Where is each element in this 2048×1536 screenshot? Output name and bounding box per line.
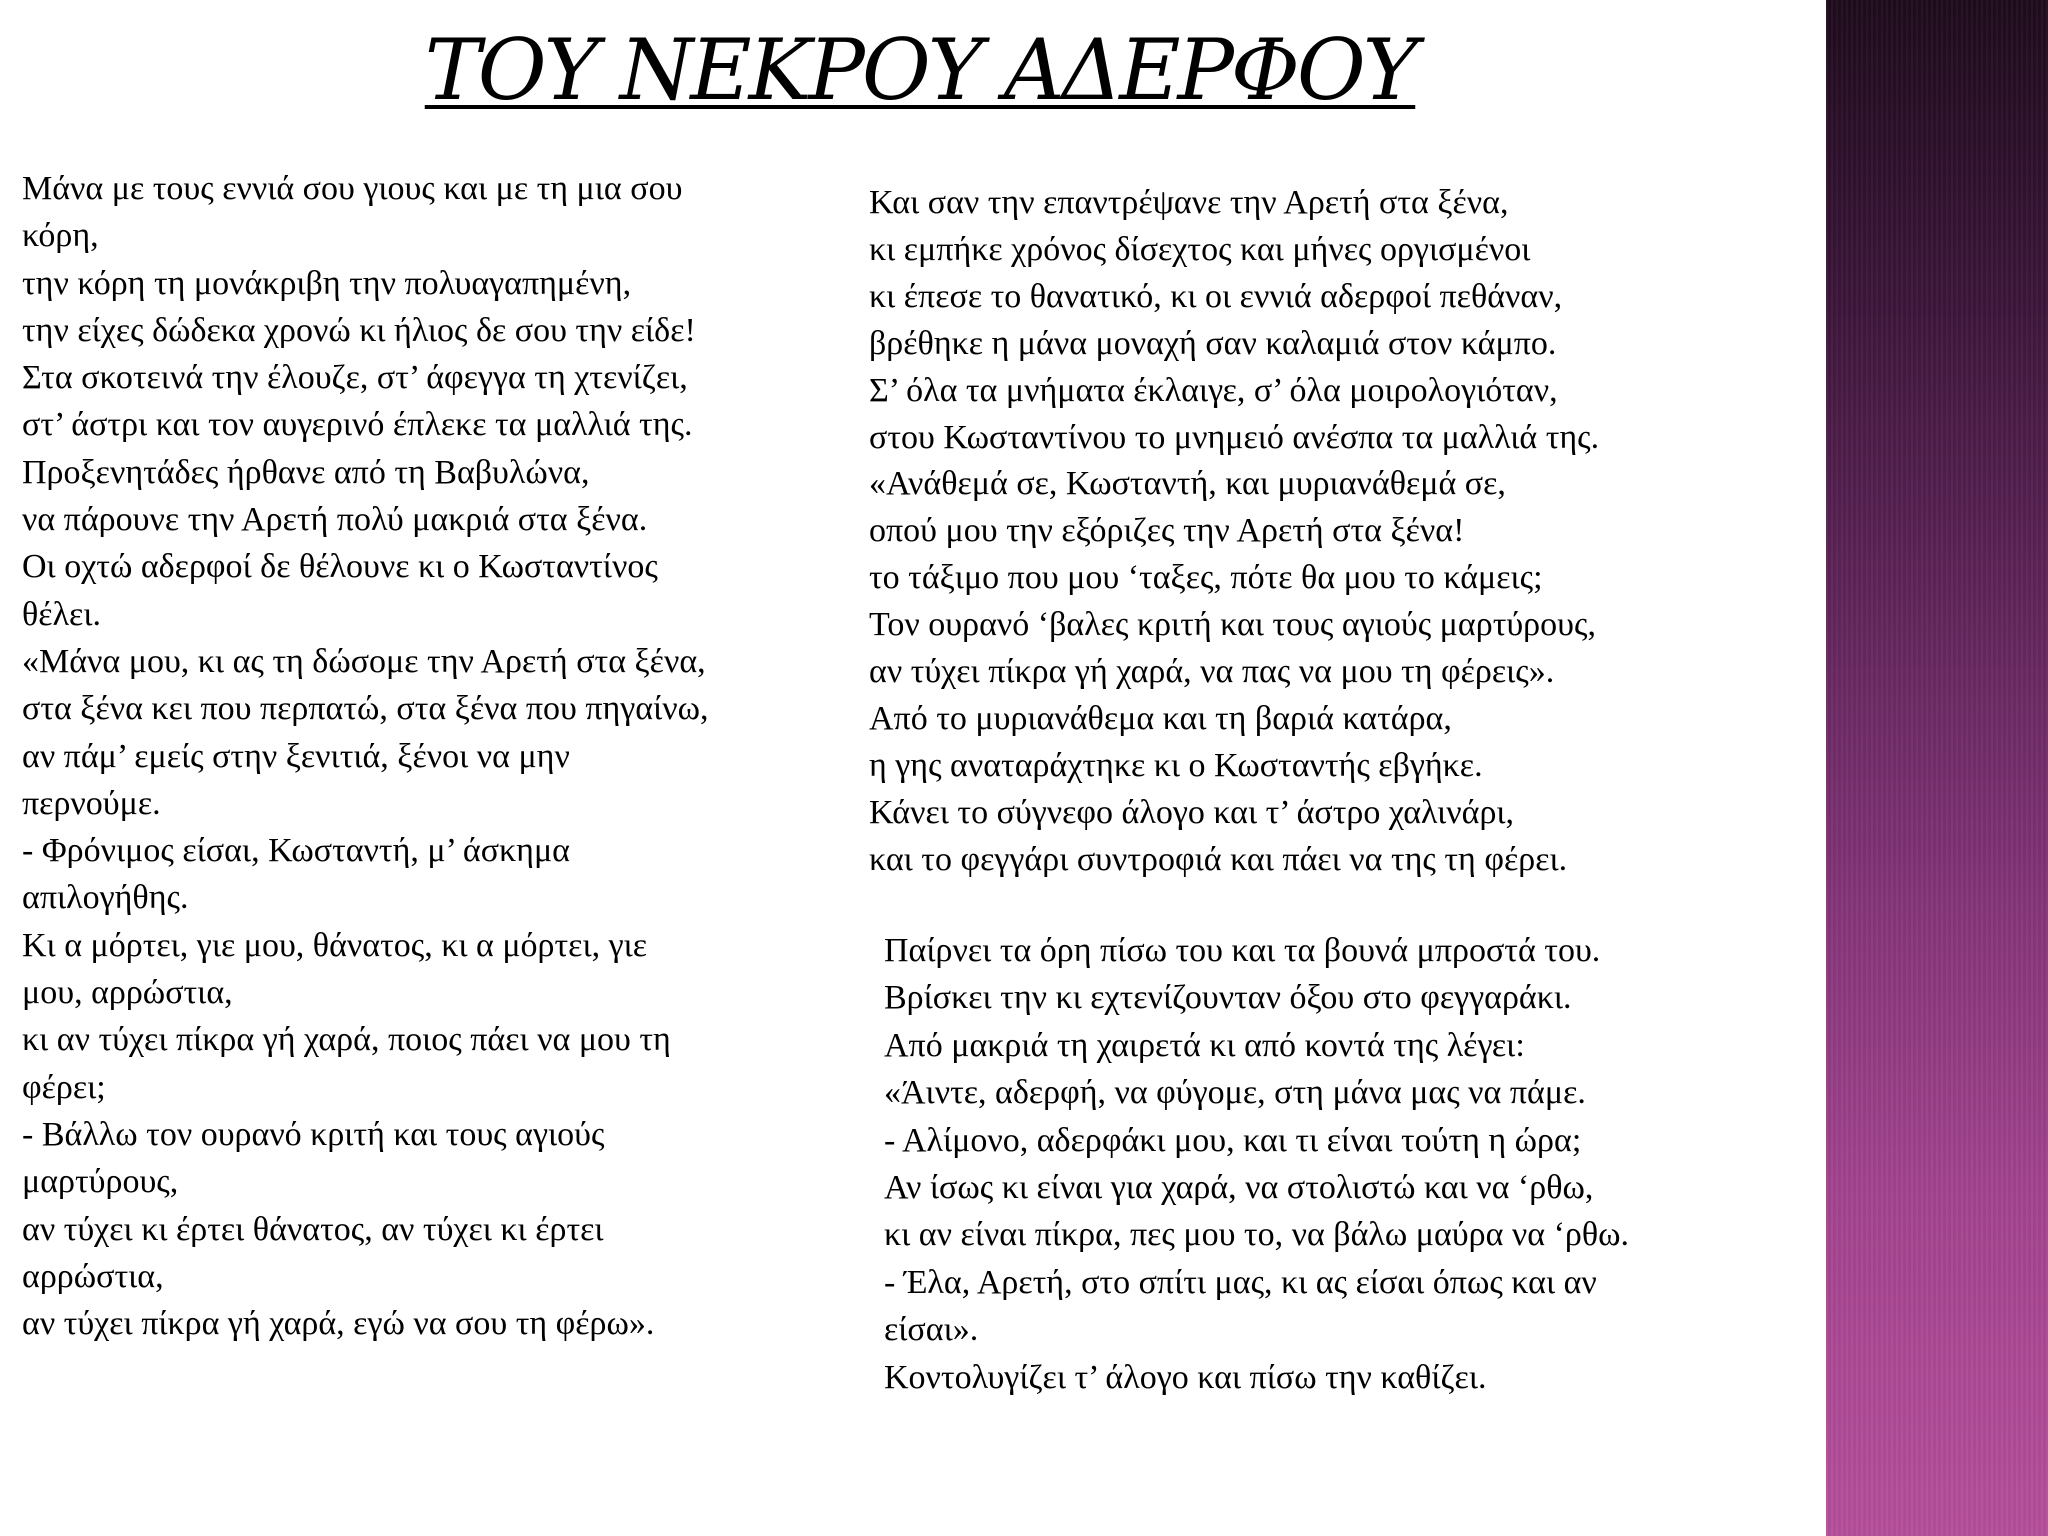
poem-line: αν τύχει κι έρτει θάνατος, αν τύχει κι έρτει <box>22 1210 604 1248</box>
poem-line: Αν ίσως κι είναι για χαρά, να στολιστώ και να ‘ρθω, <box>884 1169 1594 1207</box>
poem-line: Μάνα με τους εννιά σου γιους και με τη μια σου <box>22 170 683 207</box>
poem-line: Από το μυριανάθεμα και τη βαριά κατάρα, <box>869 699 1452 737</box>
poem-right-column-top <box>869 180 1599 884</box>
poem-line: είσαι». <box>884 1311 979 1349</box>
poem-line: απιλογήθης. <box>22 879 189 917</box>
poem-line: αν τύχει πίκρα γή χαρά, να πας να μου τη φέρεις». <box>869 653 1555 691</box>
poem-line: κι έπεσε το θανατικό, κι οι εννιά αδερφοί πεθάναν, <box>869 277 1563 315</box>
poem-line: στα ξένα κει που περπατώ, στα ξένα που πηγαίνω, <box>22 690 709 728</box>
poem-line: κι αν είναι πίκρα, πες μου το, να βάλω μαύρα να ‘ρθω. <box>884 1216 1630 1254</box>
poem-line: η γης αναταράχτηκε κι ο Κωσταντής εβγήκε. <box>869 746 1483 784</box>
poem-line: θέλει. <box>22 595 101 633</box>
poem-line: - Έλα, Αρετή, στο σπίτι μας, κι ας είσαι όπως και αν <box>884 1263 1597 1301</box>
poem-line: - Αλίμονο, αδερφάκι μου, και τι είναι τούτη η ώρα; <box>884 1121 1582 1159</box>
poem-line: Κοντολυγίζει τ’ άλογο και πίσω την καθίζει. <box>884 1358 1487 1396</box>
decorative-side-band <box>1826 0 2048 1536</box>
poem-line: στου Κωσταντίνου το μνημειό ανέσπα τα μαλλιά της. <box>869 418 1600 456</box>
page-title: ΤΟΥ ΝΕΚΡΟΥ ΑΔΕΡΦΟΥ <box>424 21 1416 119</box>
poem-line: κι αν τύχει πίκρα γή χαρά, ποιος πάει να μου τη <box>22 1021 671 1059</box>
poem-line: Βρίσκει την κι εχτενίζουνταν όξου στο φεγγαράκι. <box>884 979 1572 1017</box>
poem-line: Τον ουρανό ‘βαλες κριτή και τους αγιούς μαρτύρους, <box>869 606 1596 644</box>
poem-line: περνούμε. <box>22 784 161 822</box>
poem-line: το τάξιμο που μου ‘ταξες, πότε θα μου το κάμεις; <box>869 559 1543 597</box>
poem-line: Από μακριά τη χαιρετά κι από κοντά της λέγει: <box>884 1026 1525 1064</box>
poem-line: Κάνει το σύγνεφο άλογο και τ’ άστρο χαλινάρι, <box>869 793 1515 831</box>
poem-line: στ’ άστρι και τον αυγερινό έπλεκε τα μαλλιά της. <box>22 406 693 444</box>
poem-line: φέρει; <box>22 1068 106 1106</box>
poem-line: να πάρουνε την Αρετή πολύ μακριά στα ξένα. <box>22 501 648 539</box>
poem-line: Και σαν την επαντρέψανε την Αρετή στα ξένα, <box>869 184 1509 221</box>
poem-line: - Φρόνιμος είσαι, Κωσταντή, μ’ άσκημα <box>22 832 570 870</box>
poem-line: Παίρνει τα όρη πίσω του και τα βουνά μπροστά του. <box>884 932 1601 969</box>
poem-line: μου, αρρώστια, <box>22 974 233 1012</box>
poem-line: αρρώστια, <box>22 1257 164 1295</box>
poem-line: «Ανάθεμά σε, Κωσταντή, και μυριανάθεμά σε, <box>869 465 1506 503</box>
poem-line: αν πάμ’ εμείς στην ξενιτιά, ξένοι να μην <box>22 737 570 775</box>
poem-line: αν τύχει πίκρα γή χαρά, εγώ να σου τη φέρω». <box>22 1305 655 1343</box>
poem-line: μαρτύρους, <box>22 1163 179 1201</box>
poem-line: κι εμπήκε χρόνος δίσεχτος και μήνες οργισμένοι <box>869 230 1531 268</box>
poem-line: - Βάλλω τον ουρανό κριτή και τους αγιούς <box>22 1115 605 1153</box>
poem-line: «Μάνα μου, κι ας τη δώσομε την Αρετή στα ξένα, <box>22 642 706 680</box>
poem-line: και το φεγγάρι συντροφιά και πάει να της τη φέρει. <box>869 840 1568 878</box>
poem-line: Στα σκοτεινά την έλουζε, στ’ άφεγγα τη χτενίζει, <box>22 359 688 397</box>
poem-line: Κι α μόρτει, γιε μου, θάνατος, κι α μόρτει, γιε <box>22 926 648 964</box>
poem-line: βρέθηκε η μάνα μοναχή σαν καλαμιά στον κάμπο. <box>869 324 1557 362</box>
poem-line: Σ’ όλα τα μνήματα έκλαιγε, σ’ όλα μοιρολογιόταν, <box>869 371 1558 409</box>
poem-line: Οι οχτώ αδερφοί δε θέλουνε κι ο Κωσταντίνος <box>22 548 658 586</box>
poem-line: την κόρη τη μονάκριβη την πολυαγαπημένη, <box>22 264 632 302</box>
poem-line: Προξενητάδες ήρθανε από τη Βαβυλώνα, <box>22 453 590 491</box>
poem-right-column-bottom <box>884 927 1629 1401</box>
poem-line: οπού μου την εξόριζες την Αρετή στα ξένα! <box>869 512 1465 550</box>
poem-line: κόρη, <box>22 217 99 255</box>
poem-line: την είχες δώδεκα χρονώ κι ήλιος δε σου την είδε! <box>22 311 696 349</box>
poem-left-column <box>22 165 709 1347</box>
poem-line: «Άιντε, αδερφή, να φύγομε, στη μάνα μας να πάμε. <box>884 1074 1586 1112</box>
